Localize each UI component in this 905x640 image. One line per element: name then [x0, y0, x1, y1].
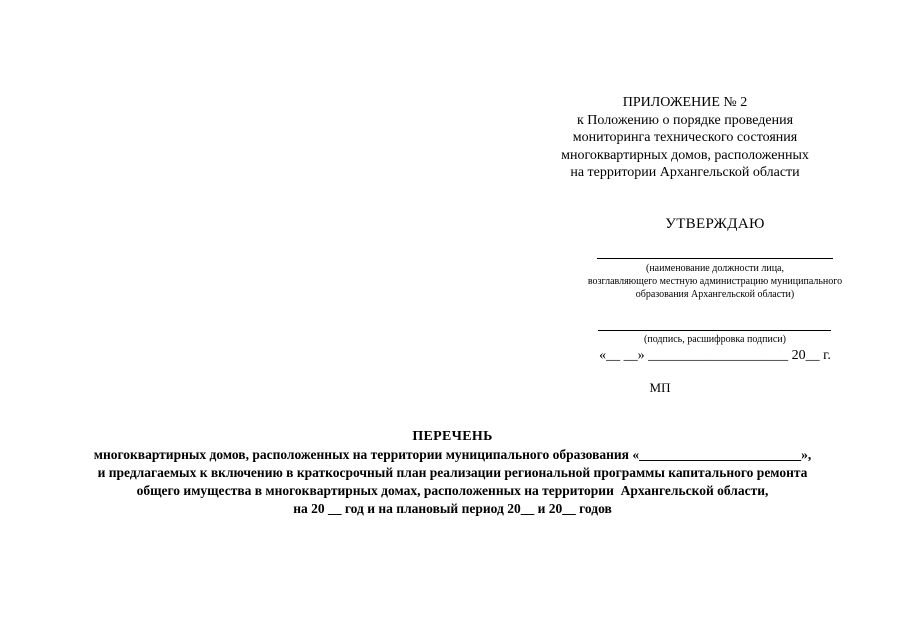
- appendix-number: ПРИЛОЖЕНИЕ № 2: [622, 95, 748, 110]
- list-title-line: на 20 __ год и на плановый период 20__ и 20__ годов: [293, 501, 612, 516]
- approval-title: УТВЕРЖДАЮ: [665, 216, 765, 232]
- stamp-placeholder: МП: [649, 380, 671, 395]
- list-title-line: и предлагаемых к включению в краткосрочный план реализации региональной программы капитального ремонта: [97, 465, 808, 480]
- list-title-block: [20, 428, 885, 518]
- position-note-line: возглавляющего местную администрацию муниципального: [587, 276, 843, 287]
- appendix-header: [520, 94, 850, 182]
- appendix-line: мониторинга технического состояния: [572, 130, 798, 145]
- list-title-line: общего имущества в многоквартирных домах, расположенных на территории Архангельской области,: [136, 483, 769, 498]
- position-note: [570, 262, 860, 301]
- position-signature-line: [597, 258, 833, 259]
- position-note-line: (наименование должности лица,: [645, 263, 784, 274]
- appendix-line: на территории Архангельской области: [570, 165, 800, 180]
- appendix-line: многоквартирных домов, расположенных: [561, 147, 809, 163]
- signature-line: [598, 330, 831, 331]
- position-note-line: образования Архангельской области): [635, 289, 795, 300]
- list-heading: ПЕРЕЧЕНЬ: [412, 429, 493, 444]
- appendix-line: к Положению о порядке проведения: [576, 112, 794, 128]
- list-title-line: многоквартирных домов, расположенных на территории муниципального образования «________________________»,: [93, 447, 812, 462]
- approval-date: «__ __» ____________________ 20__ г.: [599, 348, 831, 363]
- signature-note: (подпись, расшифровка подписи): [644, 334, 786, 345]
